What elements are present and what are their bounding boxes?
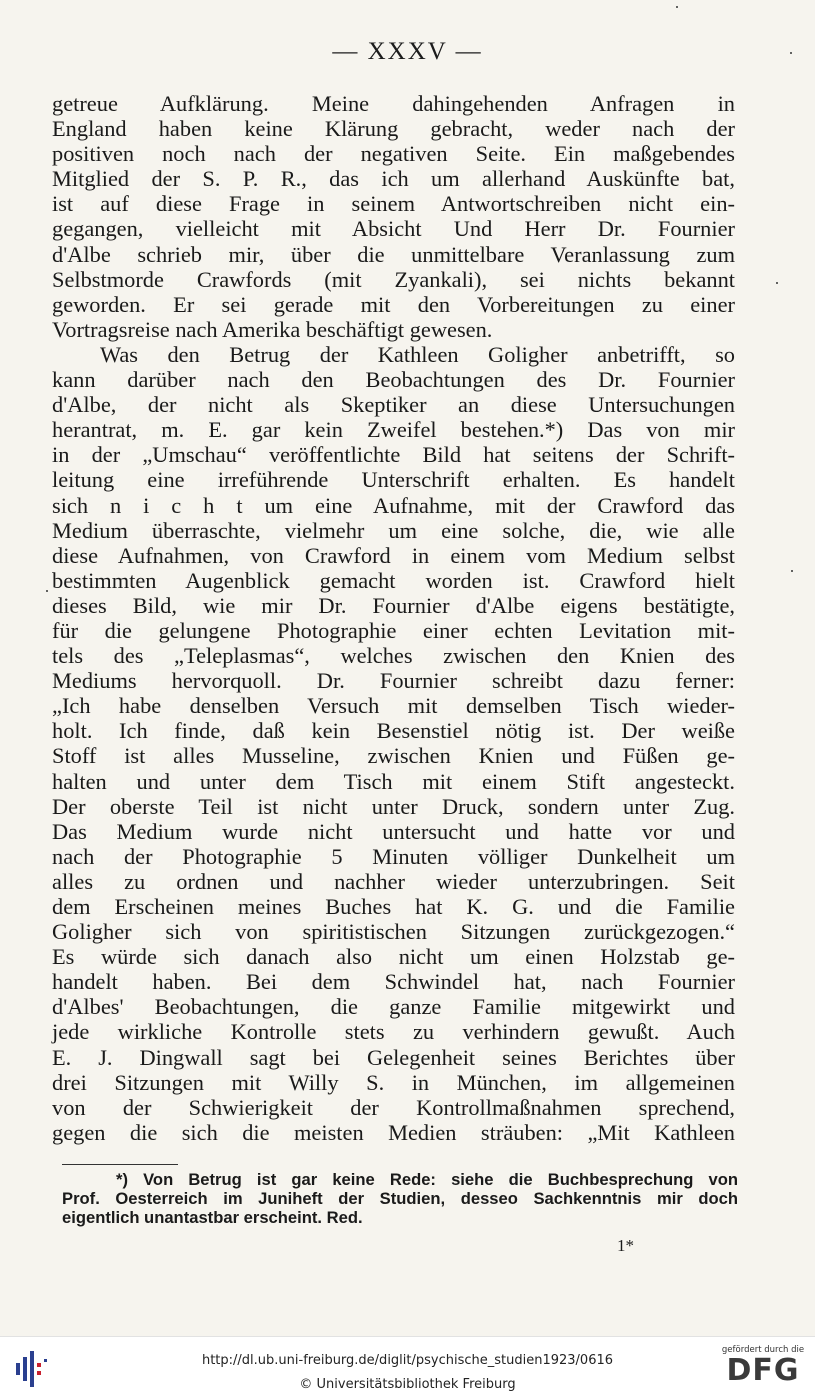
text-line: tels des „Teleplasmas“, welches zwischen den Knien des xyxy=(52,643,735,669)
text-line: Mitglied der S. P. R., das ich um allerhand Auskünfte bat, xyxy=(52,166,735,192)
text-line: drei Sitzungen mit Willy S. in München, im allgemeinen xyxy=(52,1069,735,1095)
text-line: England haben keine Klärung gebracht, weder nach der xyxy=(52,116,735,142)
text-line: d'Albe, der nicht als Skeptiker an diese Untersuchungen xyxy=(52,392,735,418)
footer-copyright: © Universitätsbibliothek Freiburg xyxy=(299,1377,516,1392)
text-line: holt. Ich finde, daß kein Besenstiel nötig ist. Der weiße xyxy=(52,718,735,744)
body-text xyxy=(52,91,735,1145)
text-line: Selbstmorde Crawfords (mit Zyankali), sei nichts bekannt xyxy=(52,266,735,292)
text-line: für die gelungene Photographie einer echten Levitation mit- xyxy=(52,617,735,643)
text-line: Mediums hervorquoll. Dr. Fournier schreibt dazu ferner: xyxy=(52,668,735,694)
text-line: gegen die sich die meisten Medien sträuben: „Mit Kathleen xyxy=(52,1119,735,1145)
text-line: getreue Aufklärung. Meine dahingehenden Anfragen in xyxy=(52,91,735,116)
scan-speck xyxy=(776,282,778,284)
text-line: sich n i c h t um eine Aufnahme, mit der Crawford das xyxy=(52,492,735,518)
text-line: Goligher sich von spiritistischen Sitzungen zurückgezogen.“ xyxy=(52,919,735,945)
text-line: Medium überraschte, vielmehr um eine solche, die, wie alle xyxy=(52,517,735,543)
scan-speck xyxy=(676,6,678,8)
text-line: d'Albe schrieb mir, über die unmittelbare Veranlassung zum xyxy=(52,241,735,267)
signature-mark: 1* xyxy=(617,1236,634,1255)
paragraph-1 xyxy=(52,91,735,342)
dfg-logo xyxy=(721,1345,805,1393)
text-line: geworden. Er sei gerade mit den Vorbereitungen zu einer xyxy=(52,291,735,317)
text-line: diese Aufnahmen, von Crawford in einem vom Medium selbst xyxy=(52,542,735,568)
text-line: positiven noch nach der negativen Seite. Ein maßgebendes xyxy=(52,141,735,167)
footer-url-link[interactable]: http://dl.ub.uni-freiburg.de/diglit/psychische_studien1923/0616 xyxy=(201,1353,614,1368)
text-line: kann darüber nach den Beobachtungen des Dr. Fournier xyxy=(52,367,735,393)
text-line: „Ich habe denselben Versuch mit demselben Tisch wieder- xyxy=(52,693,735,719)
scan-speck xyxy=(790,52,792,54)
text-line: dem Erscheinen meines Buches hat K. G. und die Familie xyxy=(52,894,735,919)
dfg-caption: gefördert durch die xyxy=(721,1345,805,1355)
text-line: nach der Photographie 5 Minuten völliger Dunkelheit um xyxy=(52,843,735,869)
footnote-line: Prof. Oesterreich im Juniheft der Studien, desseo Sachkenntnis mir doch xyxy=(62,1189,738,1208)
text-line: Es würde sich danach also nicht um einen Holzstab ge- xyxy=(52,944,735,970)
text-line: von der Schwierigkeit der Kontrollmaßnahmen sprechend, xyxy=(52,1094,735,1120)
text-line: leitung eine irreführende Unterschrift erhalten. Es handelt xyxy=(52,467,735,493)
paragraph-2 xyxy=(52,342,735,1145)
footnote-divider xyxy=(62,1164,178,1165)
text-line: gegangen, vielleicht mit Absicht Und Herr Dr. Fournier xyxy=(52,216,735,242)
footnote-line: eigentlich unantastbar erscheint. Red. xyxy=(62,1208,363,1227)
footnote xyxy=(62,1170,738,1227)
text-line: Der oberste Teil ist nicht unter Druck, sondern unter Zug. xyxy=(52,793,735,819)
footnote-line: *) Von Betrug ist gar keine Rede: siehe die Buchbesprechung von xyxy=(116,1170,738,1189)
scan-speck xyxy=(791,570,793,572)
text-line: in der „Umschau“ veröffentlichte Bild hat seitens der Schrift- xyxy=(52,442,735,468)
text-line: Das Medium wurde nicht untersucht und hatte vor und xyxy=(52,818,735,844)
text-line: dieses Bild, wie mir Dr. Fournier d'Albe eigens bestätigte, xyxy=(52,592,735,618)
page-number-header: — XXXV — xyxy=(332,38,483,65)
dfg-logo-text: DFG xyxy=(726,1353,800,1388)
text-line: ist auf diese Frage in seinem Antwortschreiben nicht ein- xyxy=(52,191,735,217)
text-line: Vortragsreise nach Amerika beschäftigt gewesen. xyxy=(52,316,493,342)
text-line: alles zu ordnen und nachher wieder unterzubringen. Seit xyxy=(52,868,735,894)
footer-bar xyxy=(0,1336,815,1399)
text-line: E. J. Dingwall sagt bei Gelegenheit seines Berichtes über xyxy=(52,1044,735,1070)
text-line: Stoff ist alles Musseline, zwischen Knien und Füßen ge- xyxy=(52,743,735,769)
text-line: handelt haben. Bei dem Schwindel hat, nach Fournier xyxy=(52,969,735,995)
text-line: bestimmten Augenblick gemacht worden ist. Crawford hielt xyxy=(52,567,735,593)
text-line: Was den Betrug der Kathleen Goligher anbetrifft, so xyxy=(100,341,735,367)
text-line: d'Albes' Beobachtungen, die ganze Familie mitgewirkt und xyxy=(52,994,735,1020)
text-line: halten und unter dem Tisch mit einem Stift angesteckt. xyxy=(52,768,735,794)
text-line: herantrat, m. E. gar kein Zweifel bestehen.*) Das von mir xyxy=(52,417,735,443)
scan-speck xyxy=(46,590,48,592)
text-line: jede wirkliche Kontrolle stets zu verhindern gewußt. Auch xyxy=(52,1019,735,1045)
